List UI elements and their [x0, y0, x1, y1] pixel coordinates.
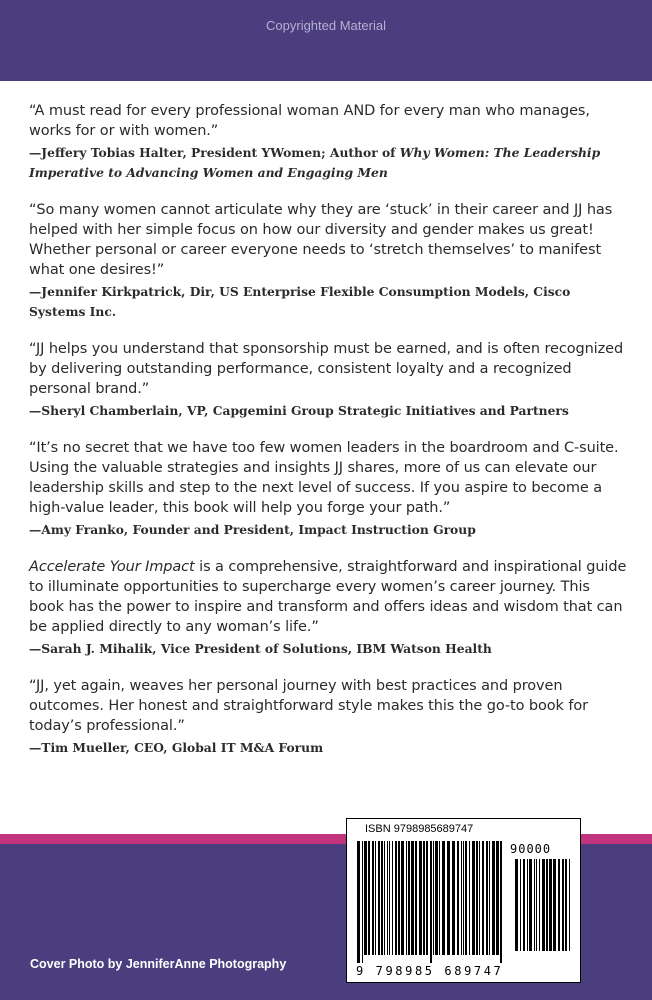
- endorsement-2: [29, 200, 629, 322]
- isbn-barcode: [346, 818, 581, 983]
- barcode-bar: [392, 841, 393, 955]
- barcode-bar: [492, 841, 495, 955]
- barcode-bars-icon: [355, 841, 505, 963]
- barcode-bar: [546, 859, 548, 951]
- barcode-bar: [430, 841, 432, 963]
- barcode-bar: [378, 841, 380, 955]
- endorsement-attribution: —Tim Mueller, CEO, Global IT M&A Forum: [29, 740, 324, 755]
- barcode-bar: [527, 859, 528, 951]
- endorsement-6: [29, 676, 629, 758]
- endorsement-quote: “JJ, yet again, weaves her personal journey with best practices and proven outcomes. Her honest and straightforward style makes this the go-to book for today’s professional.”: [29, 678, 588, 734]
- endorsement-quote: “It’s no secret that we have too few women leaders in the boardroom and C-suite. Using the valuable strategies and insights JJ shares, more of us can elevate our leadership skills and step to the next level of success. If you aspire to become a high-value leader, this book will help you forge your path.”: [29, 440, 619, 516]
- barcode-bar: [375, 841, 376, 955]
- barcode-bar: [395, 841, 397, 955]
- barcode-bar: [489, 841, 490, 955]
- endorsement-attribution: —Amy Franko, Founder and President, Impact Instruction Group: [29, 522, 476, 537]
- barcode-bar: [364, 841, 367, 955]
- endorsement-attribution: —Jeffery Tobias Halter, President YWomen; Author of Why Women: The Leadership Imperative to Advancing Women and Engaging Men: [29, 145, 601, 180]
- barcode-bar: [389, 841, 390, 955]
- barcode-bar: [372, 841, 374, 955]
- barcode-bar: [553, 859, 556, 951]
- barcode-bar: [558, 859, 560, 951]
- endorsement-3: [29, 339, 629, 421]
- barcode-bar: [465, 841, 467, 955]
- endorsement-quote: “So many women cannot articulate why they are ‘stuck’ in their career and JJ has helped with her simple focus on how our diversity and gender makes us great! Whether personal or career everyone needs to ‘stretch themselves’ to manifest what one desires!”: [29, 202, 613, 278]
- barcode-bar: [435, 841, 438, 955]
- endorsement-quote: “A must read for every professional woman AND for every man who manages, works for or with women.”: [29, 103, 590, 139]
- barcode-bar: [472, 841, 475, 955]
- barcode-bar: [562, 859, 564, 951]
- barcode-bar: [398, 841, 400, 955]
- barcode-digits: 9 798985 689747: [356, 964, 504, 978]
- barcode-bar: [461, 841, 462, 955]
- book-title: Accelerate Your Impact: [29, 559, 195, 575]
- copyright-watermark: Copyrighted Material: [266, 18, 386, 33]
- barcode-bar: [457, 841, 459, 955]
- barcode-bar: [565, 859, 567, 951]
- top-color-band: [0, 0, 652, 81]
- barcode-bar: [433, 841, 434, 955]
- barcode-bar: [401, 841, 404, 955]
- isbn-label: ISBN 9798985689747: [365, 823, 474, 835]
- barcode-bar: [529, 859, 532, 951]
- barcode-bar: [539, 859, 540, 951]
- barcode-bar: [482, 841, 484, 955]
- endorsement-5: [29, 557, 629, 659]
- cover-photo-credit: Cover Photo by JenniferAnne Photography: [30, 957, 287, 971]
- endorsements-section: [29, 101, 629, 775]
- barcode-bar: [408, 841, 410, 955]
- barcode-bar: [536, 859, 537, 951]
- endorsement-1: [29, 101, 629, 183]
- addon-barcode-bars-icon: [513, 859, 573, 959]
- barcode-bar: [439, 841, 440, 955]
- book-title: Why Women: The Leadership Imperative to Advancing Women and Engaging Men: [29, 145, 601, 180]
- endorsement-attribution: —Sarah J. Mihalik, Vice President of Solutions, IBM Watson Health: [29, 641, 492, 656]
- endorsement-attribution: —Jennifer Kirkpatrick, Dir, US Enterprise Flexible Consumption Models, Cisco Systems Inc.: [29, 284, 571, 319]
- barcode-bar: [411, 841, 414, 955]
- barcode-bar: [357, 841, 360, 963]
- barcode-bar: [368, 841, 370, 955]
- barcode-bar: [523, 859, 525, 951]
- barcode-bar: [362, 841, 363, 963]
- barcode-bar: [447, 841, 450, 955]
- barcode-bar: [515, 859, 518, 951]
- barcode-bar: [423, 841, 425, 955]
- barcode-bar: [419, 841, 422, 955]
- barcode-bar: [542, 859, 545, 951]
- barcode-bar: [452, 841, 455, 955]
- barcode-bar: [500, 841, 502, 963]
- barcode-bar: [381, 841, 383, 955]
- barcode-bar: [496, 841, 499, 955]
- barcode-bar: [415, 841, 417, 955]
- barcode-bar: [549, 859, 552, 951]
- barcode-bar: [384, 841, 385, 955]
- barcode-bar: [426, 841, 428, 955]
- price-code: 90000: [510, 842, 552, 856]
- endorsement-quote: “JJ helps you understand that sponsorship must be earned, and is often recognized by delivering outstanding performance, consistent loyalty and a recognized personal brand.”: [29, 341, 624, 397]
- barcode-bar: [479, 841, 480, 955]
- barcode-bar: [406, 841, 407, 955]
- barcode-bar: [520, 859, 521, 951]
- barcode-bar: [387, 841, 388, 955]
- barcode-bar: [569, 859, 570, 951]
- endorsement-attribution: —Sheryl Chamberlain, VP, Capgemini Group Strategic Initiatives and Partners: [29, 403, 569, 418]
- barcode-bar: [442, 841, 445, 955]
- barcode-bar: [476, 841, 478, 955]
- barcode-bar: [486, 841, 488, 955]
- endorsement-4: [29, 438, 629, 540]
- barcode-bar: [463, 841, 464, 955]
- barcode-bar: [534, 859, 535, 951]
- barcode-bar: [469, 841, 470, 955]
- endorsement-quote: Accelerate Your Impact is a comprehensive, straightforward and inspirational guide to illuminate opportunities to supercharge every women’s career journey. This book has the power to inspire and transform and offers ideas and wisdom that can be applied directly to any woman’s life.”: [29, 559, 627, 635]
